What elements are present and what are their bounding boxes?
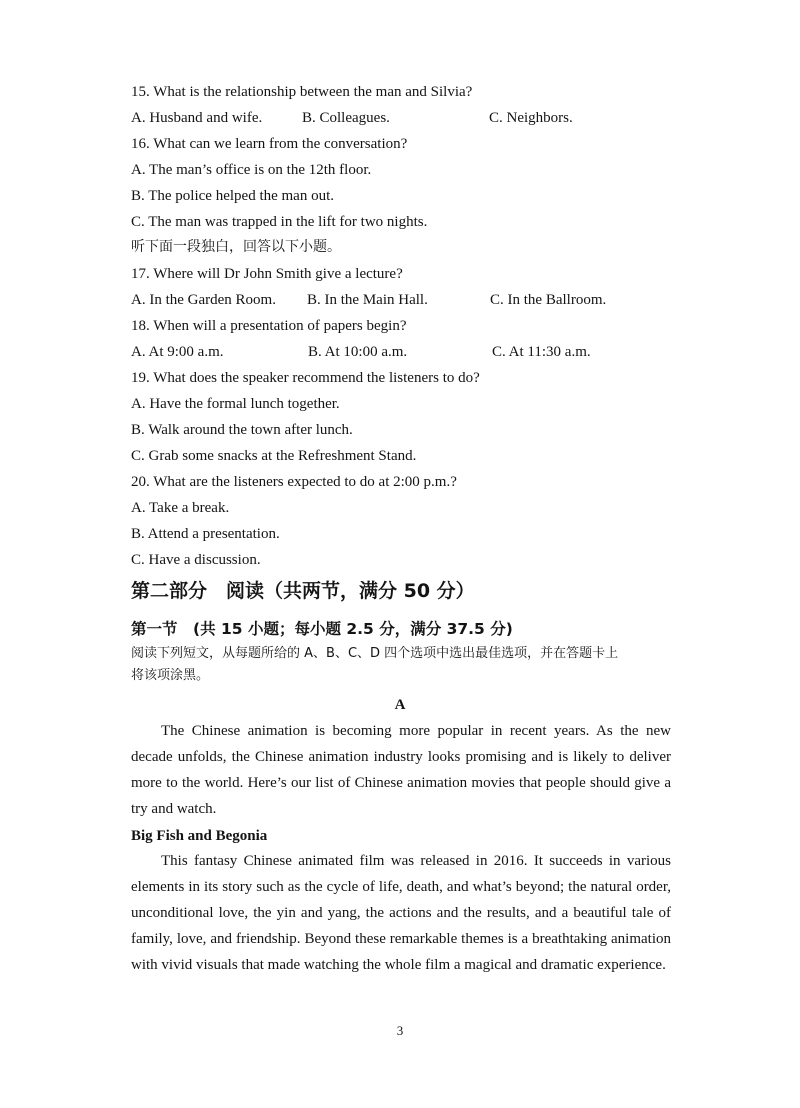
question-15-option-c: C. Neighbors.	[489, 110, 573, 126]
question-15-option-a: A. Husband and wife.	[131, 110, 263, 126]
reading-instruction-line2: 将该项涂黑。	[131, 668, 210, 683]
question-19-option-a: A. Have the formal lunch together.	[131, 396, 340, 412]
question-20-option-c: C. Have a discussion.	[131, 552, 261, 568]
part-two-heading: 第二部分 阅读（共两节，满分 50 分）	[131, 580, 475, 602]
question-18-option-a: A. At 9:00 a.m.	[131, 344, 224, 360]
question-16-stem: 16. What can we learn from the conversation?	[131, 136, 408, 152]
film-description-text: This fantasy Chinese animated film was released in 2016. It succeeds in various elements in its story such as the cycle of life, death, and what’s beyond; the natural order, unconditional love, the yin and yang, the actions and the results, and a beautiful tale of family, love, and friendship. Beyond these remarkable themes is a breathtaking animation with vivid visuals that made watching the whole film a magical and dramatic experience.	[131, 853, 671, 973]
question-17-option-c: C. In the Ballroom.	[490, 292, 607, 308]
film-title: Big Fish and Begonia	[131, 828, 268, 844]
question-15-option-b: B. Colleagues.	[302, 110, 390, 126]
question-19-option-b: B. Walk around the town after lunch.	[131, 422, 353, 438]
question-15-stem: 15. What is the relationship between the man and Silvia?	[131, 84, 473, 100]
question-17-option-a: A. In the Garden Room.	[131, 292, 276, 308]
film-description	[131, 848, 671, 978]
question-20-option-b: B. Attend a presentation.	[131, 526, 280, 542]
question-16-option-c: C. The man was trapped in the lift for two nights.	[131, 214, 428, 230]
section-one-heading: 第一节 (共 15 小题；每小题 2.5 分，满分 37.5 分)	[131, 620, 513, 638]
question-16-option-a: A. The man’s office is on the 12th floor.	[131, 162, 372, 178]
question-18-option-c: C. At 11:30 a.m.	[492, 344, 591, 360]
question-17-stem: 17. Where will Dr John Smith give a lecture?	[131, 266, 403, 282]
question-17-option-b: B. In the Main Hall.	[307, 292, 428, 308]
passage-intro-text: The Chinese animation is becoming more popular in recent years. As the new decade unfolds, the Chinese animation industry looks promising and is likely to deliver more to the world. Here’s our list of Chinese animation movies that people should give a try and watch.	[131, 723, 671, 817]
page-number: 3	[396, 1023, 404, 1038]
reading-instruction-line1: 阅读下列短文，从每题所给的 A、B、C、D 四个选项中选出最佳选项，并在答题卡上	[131, 646, 619, 661]
question-18-option-b: B. At 10:00 a.m.	[308, 344, 408, 360]
question-19-stem: 19. What does the speaker recommend the listeners to do?	[131, 370, 480, 386]
question-19-option-c: C. Grab some snacks at the Refreshment Stand.	[131, 448, 417, 464]
passage-letter: A	[394, 697, 406, 713]
question-18-stem: 18. When will a presentation of papers begin?	[131, 318, 407, 334]
question-20-option-a: A. Take a break.	[131, 500, 230, 516]
question-20-stem: 20. What are the listeners expected to do at 2:00 p.m.?	[131, 474, 457, 490]
monologue-instruction: 听下面一段独白，回答以下小题。	[131, 239, 341, 255]
question-16-option-b: B. The police helped the man out.	[131, 188, 335, 204]
passage-intro	[131, 718, 671, 822]
